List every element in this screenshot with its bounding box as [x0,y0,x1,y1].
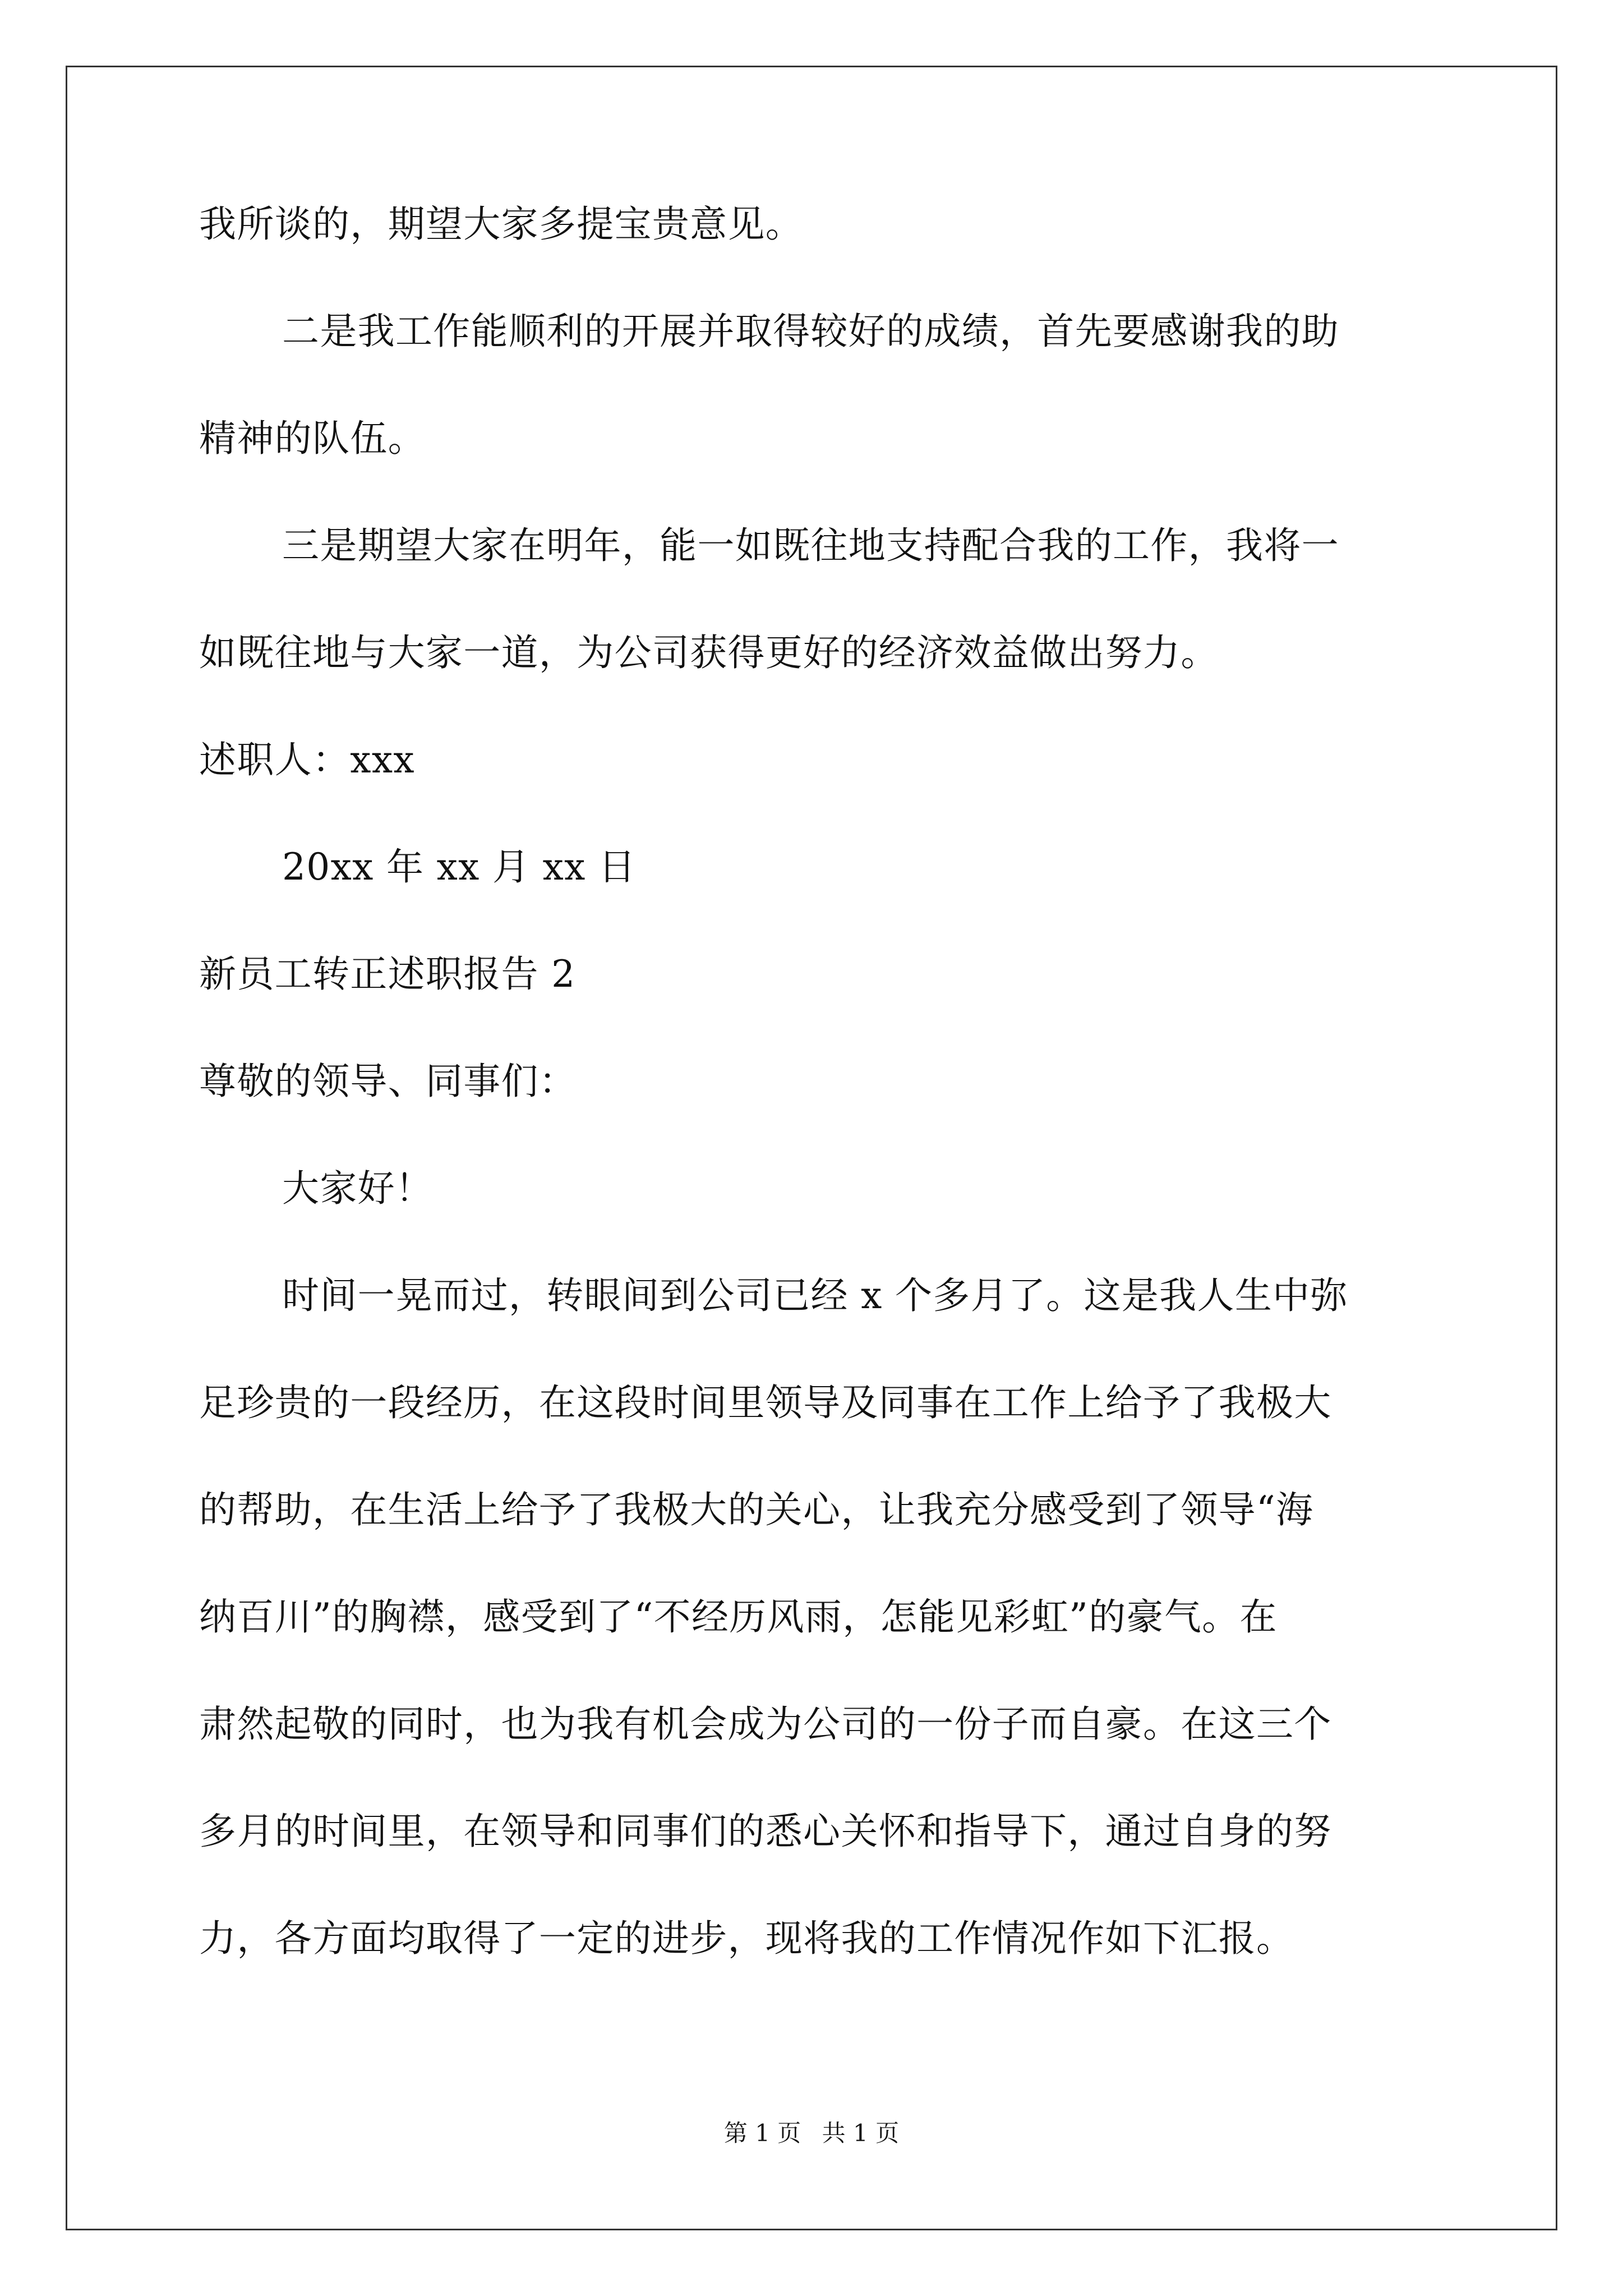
page-border [66,66,1557,2230]
page-footer [0,2119,1623,2147]
text-line: 三是期望大家在明年，能一如既往地支持配合我的工作，我将一 [282,524,1339,567]
text-line: 如既往地与大家一道，为公司获得更好的经济效益做出努力。 [199,631,1219,674]
greeting: 大家好！ [282,1167,434,1210]
text-line: 时间一晃而过，转眼间到公司已经 x 个多月了。这是我人生中弥 [282,1274,1348,1317]
text-line: 二是我工作能顺利的开展并取得较好的成绩，首先要感谢我的助 [282,310,1339,353]
text-line: 肃然起敬的同时，也为我有机会成为公司的一份子而自豪。在这三个 [199,1703,1332,1746]
text-line: 力，各方面均取得了一定的进步，现将我的工作情况作如下汇报。 [199,1917,1294,1960]
text-line: 的帮助，在生活上给予了我极大的关心，让我充分感受到了领导“海 [199,1488,1314,1531]
section-title: 新员工转正述职报告 2 [199,953,576,996]
date-line: 20xx 年 xx 月 xx 日 [282,845,637,889]
page-total: 共 1 页 [822,2119,900,2147]
text-line: 我所谈的，期望大家多提宝贵意见。 [199,203,804,246]
page-number: 第 1 页 [723,2119,801,2147]
signatory-line: 述职人：xxx [199,738,415,781]
salutation: 尊敬的领导、同事们： [199,1060,577,1103]
text-line: 多月的时间里，在领导和同事们的悉心关怀和指导下，通过自身的努 [199,1810,1332,1853]
text-line: 精神的队伍。 [199,417,426,460]
text-line: 纳百川”的胸襟，感受到了“不经历风雨，怎能见彩虹”的豪气。在 [199,1595,1278,1639]
text-line: 足珍贵的一段经历，在这段时间里领导及同事在工作上给予了我极大 [199,1381,1332,1424]
